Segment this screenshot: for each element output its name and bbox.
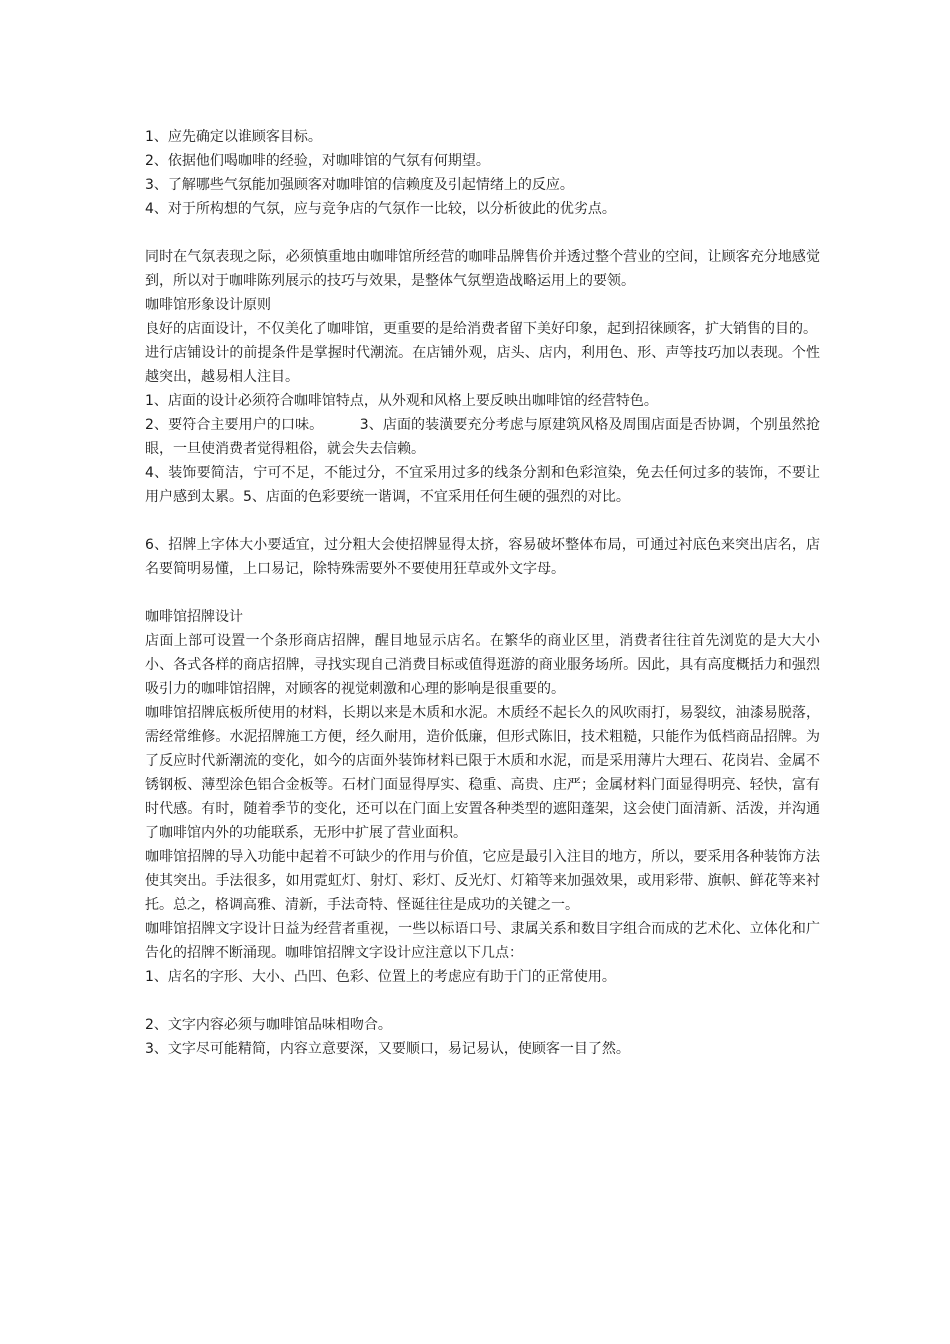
list-item: 3、文字尽可能精简，内容立意要深，又要顺口，易记易认，使顾客一目了然。 bbox=[145, 1041, 630, 1057]
list-item: 3、了解哪些气氛能加强顾客对咖啡馆的信赖度及引起情绪上的反应。 bbox=[145, 177, 574, 193]
document-body bbox=[145, 125, 820, 1061]
blank-line bbox=[145, 581, 820, 605]
list-item: 1、店面的设计必须符合咖啡馆特点，从外观和风格上要反映出咖啡馆的经营特色。 bbox=[145, 393, 658, 409]
blank-line bbox=[145, 989, 820, 1013]
paragraph: 同时在气氛表现之际，必须慎重地由咖啡馆所经营的咖啡品牌售价并透过整个营业的空间，让顾客充分地感觉到，所以对于咖啡陈列展示的技巧与效果，是整体气氛塑造战略运用上的要领。 bbox=[145, 249, 820, 289]
paragraph: 咖啡馆招牌的导入功能中起着不可缺少的作用与价值，它应是最引入注目的地方，所以，要采用各种装饰方法使其突出。手法很多，如用霓虹灯、射灯、彩灯、反光灯、灯箱等来加强效果，或用彩带、旗帜、鲜花等来衬托。总之，格调高雅、清新，手法奇特、怪诞往往是成功的关键之一。 bbox=[145, 849, 820, 913]
paragraph: 咖啡馆招牌文字设计日益为经营者重视，一些以标语口号、隶属关系和数目字组合而成的艺术化、立体化和广告化的招牌不断涌现。咖啡馆招牌文字设计应注意以下几点： bbox=[145, 921, 820, 961]
paragraph: 咖啡馆招牌底板所使用的材料，长期以来是木质和水泥。木质经不起长久的风吹雨打，易裂纹，油漆易脱落，需经常维修。水泥招牌施工方便，经久耐用，造价低廉，但形式陈旧，技术粗糙，只能作为低档商品招牌。为了反应时代新潮流的变化，如今的店面外装饰材料已限于木质和水泥，而是采用薄片大理石、花岗岩、金属不锈钢板、薄型涂色铝合金板等。石材门面显得厚实、稳重、高贵、庄严；金属材料门面显得明亮、轻快，富有时代感。有时，随着季节的变化，还可以在门面上安置各种类型的遮阳蓬架，这会使门面清新、活泼，并沟通了咖啡馆内外的功能联系，无形中扩展了营业面积。 bbox=[145, 705, 820, 841]
list-item: 4、装饰要简洁，宁可不足，不能过分，不宜采用过多的线条分割和色彩渲染，免去任何过多的装饰，不要让用户感到太累。5、店面的色彩要统一谐调，不宜采用任何生硬的强烈的对比。 bbox=[145, 465, 820, 505]
list-item: 2、要符合主要用户的口味。 3、店面的装潢要充分考虑与原建筑风格及周围店面是否协调，个别虽然抢眼，一旦使消费者觉得粗俗，就会失去信赖。 bbox=[145, 417, 820, 457]
blank-line bbox=[145, 509, 820, 533]
list-item: 1、应先确定以谁顾客目标。 bbox=[145, 129, 322, 145]
list-item: 6、招牌上字体大小要适宜，过分粗大会使招牌显得太挤，容易破坏整体布局，可通过衬底色来突出店名，店名要简明易懂，上口易记，除特殊需要外不要使用狂草或外文字母。 bbox=[145, 537, 820, 577]
list-item: 2、依据他们喝咖啡的经验，对咖啡馆的气氛有何期望。 bbox=[145, 153, 490, 169]
paragraph: 进行店铺设计的前提条件是掌握时代潮流。在店铺外观，店头、店内，利用色、形、声等技巧加以表现。个性越突出，越易相人注目。 bbox=[145, 345, 820, 385]
list-item: 1、店名的字形、大小、凸凹、色彩、位置上的考虑应有助于门的正常使用。 bbox=[145, 969, 616, 985]
section-heading: 咖啡馆招牌设计 bbox=[145, 609, 243, 625]
list-item: 4、对于所构想的气氛，应与竞争店的气氛作一比较，以分析彼此的优劣点。 bbox=[145, 201, 616, 217]
paragraph: 店面上部可设置一个条形商店招牌，醒目地显示店名。在繁华的商业区里，消费者往往首先浏览的是大大小小、各式各样的商店招牌，寻找实现自己消费目标或值得逛游的商业服务场所。因此，具有高度概括力和强烈吸引力的咖啡馆招牌，对顾客的视觉刺激和心理的影响是很重要的。 bbox=[145, 633, 820, 697]
blank-line bbox=[145, 221, 820, 245]
paragraph: 良好的店面设计，不仅美化了咖啡馆，更重要的是给消费者留下美好印象，起到招徕顾客，扩大销售的目的。 bbox=[145, 321, 817, 337]
section-heading: 咖啡馆形象设计原则 bbox=[145, 297, 271, 313]
list-item: 2、文字内容必须与咖啡馆品味相吻合。 bbox=[145, 1017, 392, 1033]
